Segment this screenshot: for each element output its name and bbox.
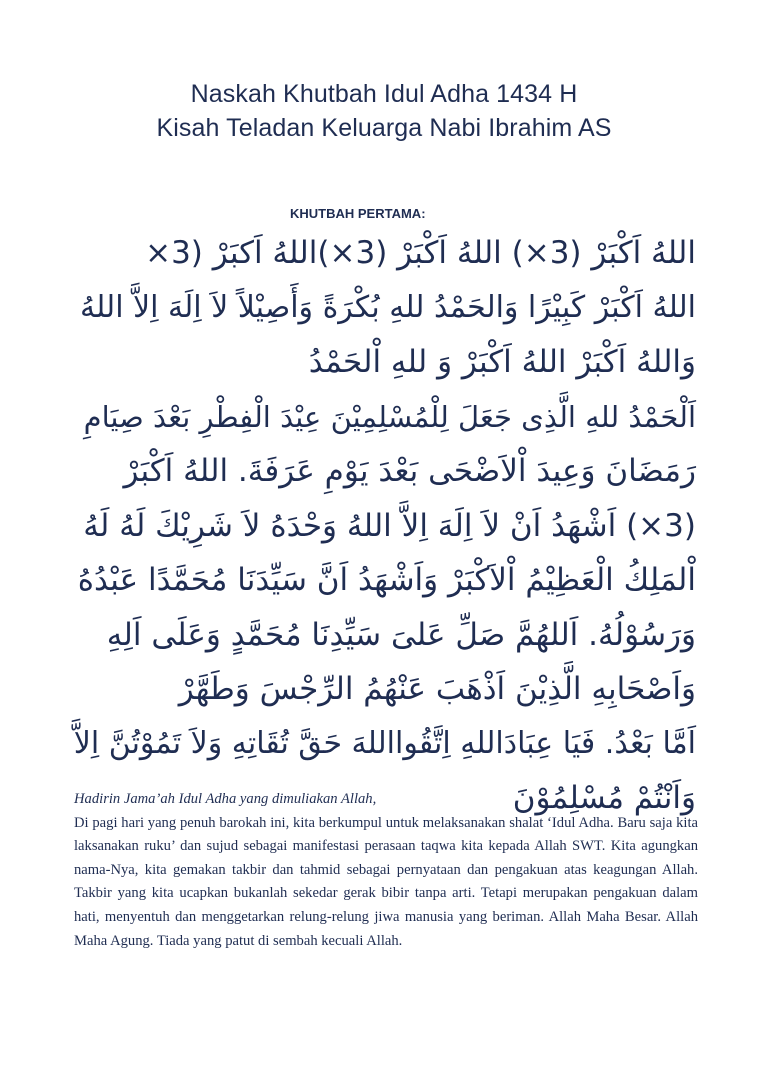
arabic-line: اْلمَلِكُ الْعَظِيْمُ اْلاَكْبَرْ وَاَشْهَدُ اَنَّ سَيِّدَنَا مُحَمَّدًا عَبْدُهُ (77, 562, 696, 598)
salutation-text: Hadirin Jama’ah Idul Adha yang dimuliakan Allah, (74, 791, 377, 807)
arabic-line: اللهُ اَكْبَرْ (3×) اللهُ اَكْبَرْ (3×)اللهُ اَكبَرْ (3× (145, 235, 696, 271)
arabic-line: (3×) اَشْهَدُ اَنْ لاَ اِلَهَ اِلاَّ اللهُ وَحْدَهُ لاَ شَرِيْكَ لَهُ لَهُ (83, 507, 696, 544)
arabic-line: وَرَسُوْلُهُ. اَللهُمَّ صَلِّ عَلىَ سَيِّدِنَا مُحَمَّدٍ وَعَلَى اَلِهِ (106, 616, 696, 653)
section-heading: KHUTBAH PERTAMA: (290, 206, 426, 221)
arabic-line: وَاللهُ اَكْبَرْ اللهُ اَكْبَرْ وَ للهِ اْلحَمْدُ (308, 344, 696, 380)
document-title-line-2: Kisah Teladan Keluarga Nabi Ibrahim AS (156, 114, 612, 142)
body-paragraph: Di pagi hari yang penuh barokah ini, kita berkumpul untuk melaksanakan shalat ‘Idul Adha. Baru saja kita laksanakan ruku’ dan sujud sebagai manifestasi perasaan taqwa kita kepada Allah SWT. Kita agungkan nama-Nya, kita gemakan takbir dan tahmid sebagai pernyataan dan pengakuan atas keagungan Allah. Takbir yang kita ucapkan bukanlah sekedar gerak bibir tanpa arti. Tetapi merupakan pengakuan dalam hati, menyentuh dan menggetarkan relung-relung jiwa manusia yang beriman. Allah Maha Besar. Allah Maha Agung. Tiada yang patut di sembah kecuali Allah. (74, 814, 698, 949)
arabic-line: رَمَضَانَ وَعِيدَ اْلاَضْحَى بَعْدَ يَوْمِ عَرَفَةَ. اللهُ اَكْبَرْ (123, 453, 696, 489)
arabic-line: اللهُ اَكْبَرْ كَبِيْرًا وَالحَمْدُ للهِ بُكْرَةً وَأَصِيْلاً لاَ اِلَهَ اِلاَّ اللهُ (80, 289, 696, 325)
arabic-text-block (64, 226, 696, 826)
document-title-line-1: Naskah Khutbah Idul Adha 1434 H (190, 80, 578, 108)
arabic-line: وَاَنْتُمْ مُسْلِمُوْنَ (512, 780, 696, 816)
arabic-line: اَلْحَمْدُ للهِ الَّذِى جَعَلَ لِلْمُسْلِمِيْنَ عِيْدَ الْفِطْرِ بَعْدَ صِيَامِ (83, 399, 696, 434)
sermon-body (74, 788, 698, 953)
arabic-line: اَمَّا بَعْدُ. فَيَا عِبَادَاللهِ اِتَّقُوااللهَ حَقَّ تُقَاتِهِ وَلاَ تَمُوْتُنَّ اِلاَّ (73, 725, 696, 761)
arabic-line: وَاَصْحَابِهِ الَّذِيْنَ اَذْهَبَ عَنْهُمُ الرِّجْسَ وَطَهَّرْ (178, 671, 696, 707)
